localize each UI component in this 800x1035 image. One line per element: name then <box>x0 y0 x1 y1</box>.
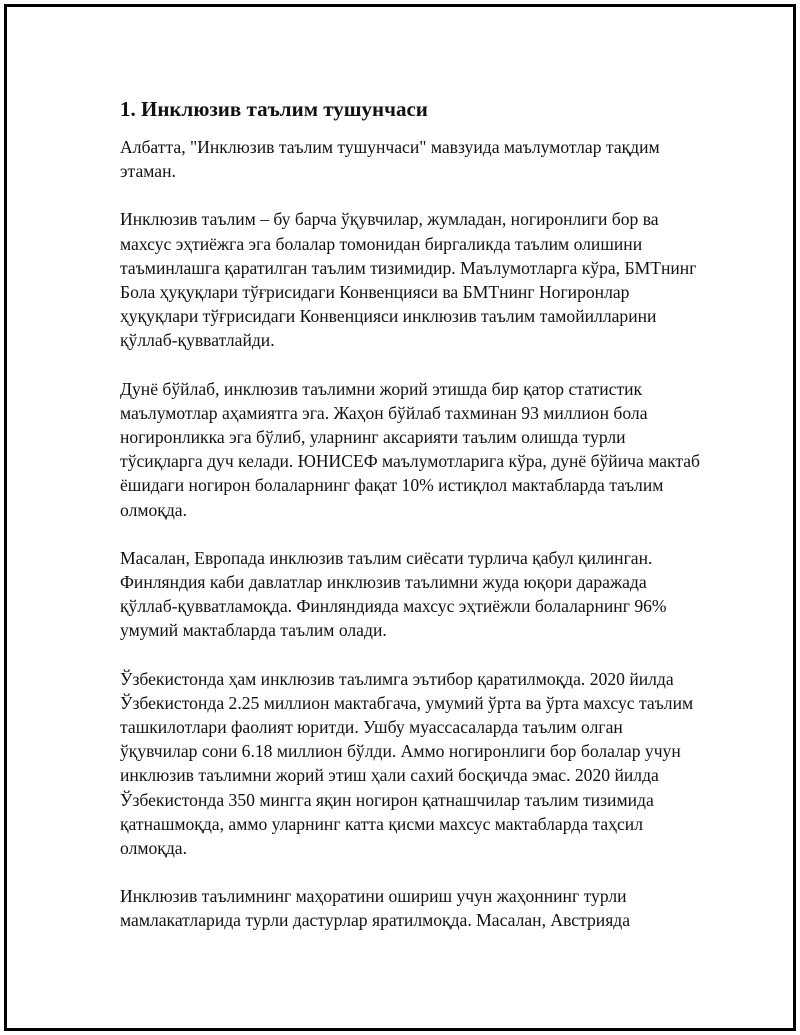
paragraph-uzbekistan: Ўзбекистонда ҳам инклюзив таълимга эътибор қаратилмоқда. 2020 йилда Ўзбекистонда 2.25 миллион мактабгача, умумий ўрта ва ўрта махсус таълим ташкилотлари фаолият юритди. Ушбу муассасаларда таълим олган ўқувчилар сони 6.18 миллион бўлди. Аммо ногиронлиги бор болалар учун инклюзив таълимни жорий этиш ҳали сахий босқичда эмас. 2020 йилда Ўзбекистонда 350 мингга яқин ногирон қатнашчилар таълим тизимида қатнашмоқда, аммо уларнинг катта қисми махсус мактабларда таҳсил олмоқда. <box>120 668 694 859</box>
section-heading: 1. Инклюзив таълим тушунчаси <box>120 97 428 121</box>
paragraph-intro: Албатта, "Инклюзив таълим тушунчаси" мавзуида маълумотлар тақдим этаман. <box>120 137 660 182</box>
paragraph-programs: Инклюзив таълимнинг маҳоратини ошириш учун жаҳоннинг турли мамлакатларида турли дастурлар яратилмоқда. Масалан, Австрияда <box>120 886 631 931</box>
document-body <box>120 95 700 957</box>
paragraph-europe: Масалан, Европада инклюзив таълим сиёсати турлича қабул қилинган. Финляндия каби давлатлар инклюзив таълимни жуда юқори даражада қўллаб-қувватламоқда. Финляндияда махсус эҳтиёжли болаларнинг 96% умумий мактабларда таълим олади. <box>120 547 667 641</box>
paragraph-world-statistics: Дунё бўйлаб, инклюзив таълимни жорий этишда бир қатор статистик маълумотлар аҳамиятга эга. Жаҳон бўйлаб тахминан 93 миллион бола ногиронликка эга бўлиб, уларнинг аксарияти таълим олишда турли тўсиқларга дуч келади. ЮНИСЕФ маълумотларига кўра, дунё бўйича мактаб ёшидаги ногирон болаларнинг фақат 10% истиқлол мактабларда таълим олмоқда. <box>120 378 701 520</box>
page-frame <box>4 4 796 1031</box>
paragraph-definition: Инклюзив таълим – бу барча ўқувчилар, жумладан, ногиронлиги бор ва махсус эҳтиёжга эга болалар томонидан биргаликда таълим олишини таъминлашга қаратилган таълим тизимидир. Маълумотларга кўра, БМТнинг Бола ҳуқуқлари тўғрисидаги Конвенцияси ва БМТнинг Ногиронлар ҳуқуқлари тўғрисидаги Конвенцияси инклюзив таълим тамойилларини қўллаб-қувватлайди. <box>120 209 697 351</box>
